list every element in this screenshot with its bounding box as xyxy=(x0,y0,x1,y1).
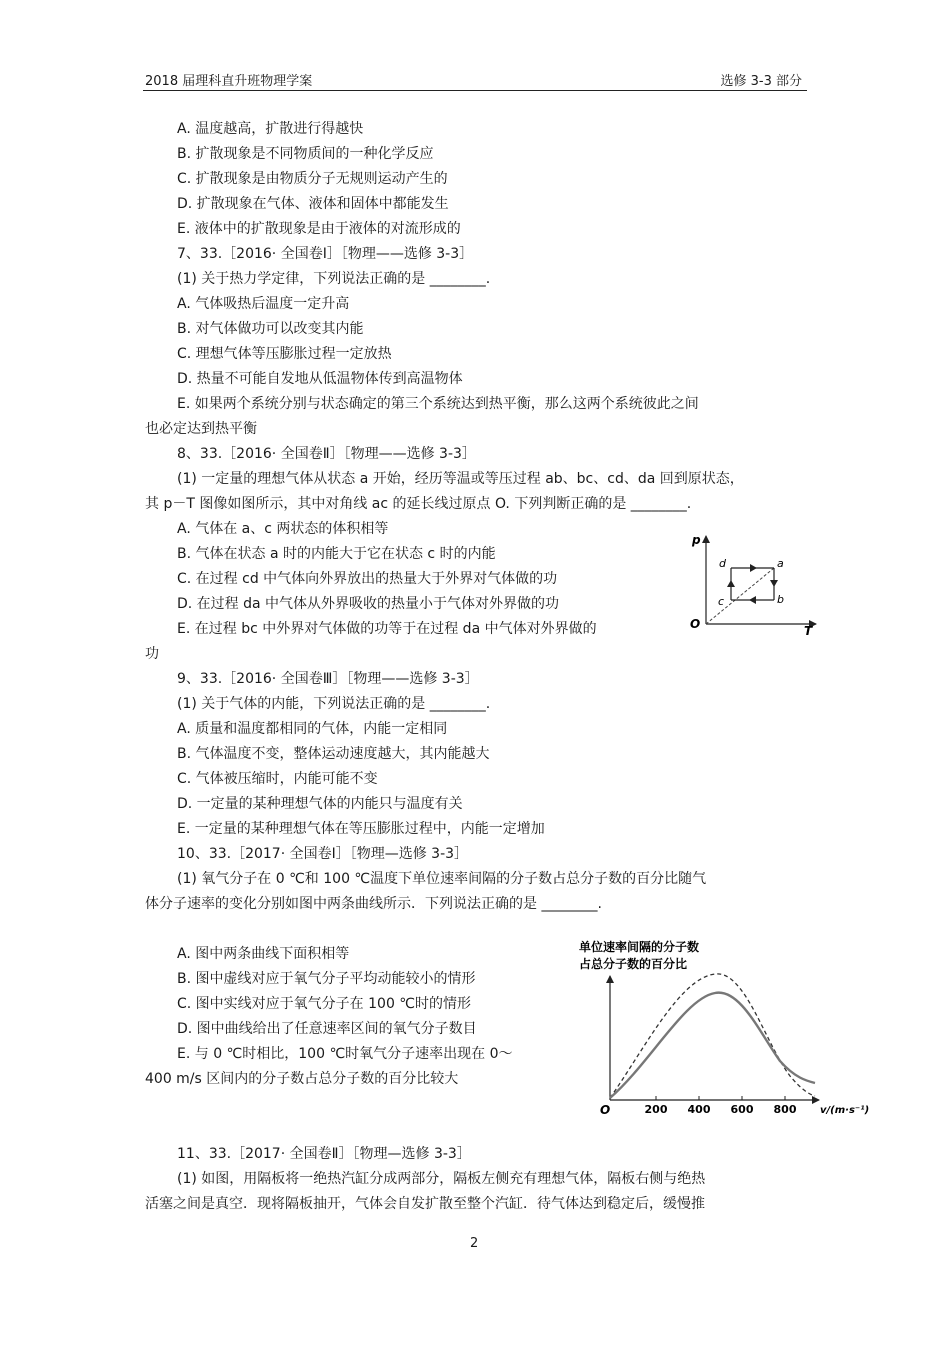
q8-stem: (1) 一定量的理想气体从状态 a 开始，经历等温或等压过程 ab、bc、cd、da 回到原状态， xyxy=(177,471,744,487)
q9-option-a: A. 质量和温度都相同的气体，内能一定相同 xyxy=(177,721,448,737)
q10-stem-cont: 体分子速率的变化分别如图中两条曲线所示．下列说法正确的是 ________. xyxy=(145,896,602,912)
q7-heading: 7、33.［2016· 全国卷Ⅰ］［物理——选修 3-3］ xyxy=(177,246,474,262)
pt-arrow-cd xyxy=(727,580,735,587)
q7-option-a: A. 气体吸热后温度一定升高 xyxy=(177,296,350,312)
pt-label-a: a xyxy=(777,557,784,570)
q8-option-e-cont: 功 xyxy=(145,646,159,662)
q6-option-c: C. 扩散现象是由物质分子无规则运动产生的 xyxy=(177,171,448,187)
q9-option-d: D. 一定量的某种理想气体的内能只与温度有关 xyxy=(177,796,463,812)
speed-distribution-figure xyxy=(575,938,870,1120)
q10-option-c: C. 图中实线对应于氧气分子在 100 ℃时的情形 xyxy=(177,996,472,1012)
q7-option-e: E. 如果两个系统分别与状态确定的第三个系统达到热平衡，那么这两个系统彼此之间 xyxy=(177,396,699,412)
q8-heading: 8、33.［2016· 全国卷Ⅱ］［物理——选修 3-3］ xyxy=(177,446,476,462)
q9-option-b: B. 气体温度不变，整体运动速度越大，其内能越大 xyxy=(177,746,490,762)
q7-stem: (1) 关于热力学定律，下列说法正确的是 ________. xyxy=(177,271,491,287)
dist-ylabel-line1: 单位速率间隔的分子数 xyxy=(579,940,700,954)
q10-option-a: A. 图中两条曲线下面积相等 xyxy=(177,946,350,962)
q8-option-c: C. 在过程 cd 中气体向外界放出的热量大于外界对气体做的功 xyxy=(177,571,558,587)
dist-tick-400: 400 xyxy=(687,1103,711,1116)
q11-stem: (1) 如图，用隔板将一绝热汽缸分成两部分，隔板左侧充有理想气体，隔板右侧与绝热 xyxy=(177,1171,706,1187)
pt-diagram xyxy=(688,532,820,637)
q6-option-e: E. 液体中的扩散现象是由于液体的对流形成的 xyxy=(177,221,461,237)
q9-heading: 9、33.［2016· 全国卷Ⅲ］［物理——选修 3-3］ xyxy=(177,671,479,687)
dist-curve-solid xyxy=(610,993,815,1098)
header-title: 2018 届理科直升班物理学案 xyxy=(145,74,313,89)
pt-label-p: p xyxy=(692,533,701,547)
q10-option-e: E. 与 0 ℃时相比，100 ℃时氧气分子速率出现在 0～ xyxy=(177,1046,513,1062)
q11-stem-cont: 活塞之间是真空．现将隔板抽开，气体会自发扩散至整个汽缸．待气体达到稳定后，缓慢推 xyxy=(145,1196,705,1212)
page-number: 2 xyxy=(470,1236,479,1251)
q8-option-e: E. 在过程 bc 中外界对气体做的功等于在过程 da 中气体对外界做的 xyxy=(177,621,597,637)
q9-option-c: C. 气体被压缩时，内能可能不变 xyxy=(177,771,378,787)
pt-label-b: b xyxy=(777,593,784,606)
q6-option-b: B. 扩散现象是不同物质间的一种化学反应 xyxy=(177,146,434,162)
q11-heading: 11、33.［2017· 全国卷Ⅱ］［物理—选修 3-3］ xyxy=(177,1146,471,1162)
q6-option-a: A. 温度越高，扩散进行得越快 xyxy=(177,121,364,137)
q10-option-b: B. 图中虚线对应于氧气分子平均动能较小的情形 xyxy=(177,971,476,987)
q7-option-e-cont: 也必定达到热平衡 xyxy=(145,421,257,437)
q7-option-b: B. 对气体做功可以改变其内能 xyxy=(177,321,364,337)
q8-stem-cont: 其 p－T 图像如图所示，其中对角线 ac 的延长线过原点 O. 下列判断正确的是 ________. xyxy=(145,496,692,512)
pt-arrow-bc xyxy=(749,596,756,604)
q10-stem: (1) 氧气分子在 0 ℃和 100 ℃温度下单位速率间隔的分子数占总分子数的百分比随气 xyxy=(177,871,707,887)
dist-origin-label: O xyxy=(600,1103,611,1117)
dist-xlabel: v/(m·s⁻¹) xyxy=(820,1105,870,1116)
pt-diagonal xyxy=(706,568,774,624)
q8-option-a: A. 气体在 a、c 两状态的体积相等 xyxy=(177,521,389,537)
pt-arrow-da xyxy=(750,564,757,572)
q10-heading: 10、33.［2017· 全国卷Ⅰ］［物理—选修 3-3］ xyxy=(177,846,469,862)
pt-label-t: T xyxy=(804,624,813,637)
q6-option-d: D. 扩散现象在气体、液体和固体中都能发生 xyxy=(177,196,449,212)
q10-option-d: D. 图中曲线给出了任意速率区间的氧气分子数目 xyxy=(177,1021,477,1037)
pt-label-c: c xyxy=(718,595,725,608)
q8-option-d: D. 在过程 da 中气体从外界吸收的热量小于气体对外界做的功 xyxy=(177,596,560,612)
header-rule xyxy=(143,90,807,91)
dist-ylabel-line2: 占总分子数的百分比 xyxy=(579,957,688,971)
pt-label-d: d xyxy=(719,557,726,570)
q8-option-b: B. 气体在状态 a 时的内能大于它在状态 c 时的内能 xyxy=(177,546,496,562)
q7-option-c: C. 理想气体等压膨胀过程一定放热 xyxy=(177,346,392,362)
dist-tick-200: 200 xyxy=(644,1103,668,1116)
dist-tick-800: 800 xyxy=(773,1103,797,1116)
pt-arrow-ab xyxy=(770,580,778,587)
q7-option-d: D. 热量不可能自发地从低温物体传到高温物体 xyxy=(177,371,463,387)
q10-option-e-cont: 400 m/s 区间内的分子数占总分子数的百分比较大 xyxy=(145,1071,459,1087)
header-section: 选修 3-3 部分 xyxy=(720,74,802,89)
q9-option-e: E. 一定量的某种理想气体在等压膨胀过程中，内能一定增加 xyxy=(177,821,545,837)
pt-label-o: O xyxy=(690,617,701,631)
dist-tick-600: 600 xyxy=(730,1103,754,1116)
q9-stem: (1) 关于气体的内能，下列说法正确的是 ________. xyxy=(177,696,491,712)
